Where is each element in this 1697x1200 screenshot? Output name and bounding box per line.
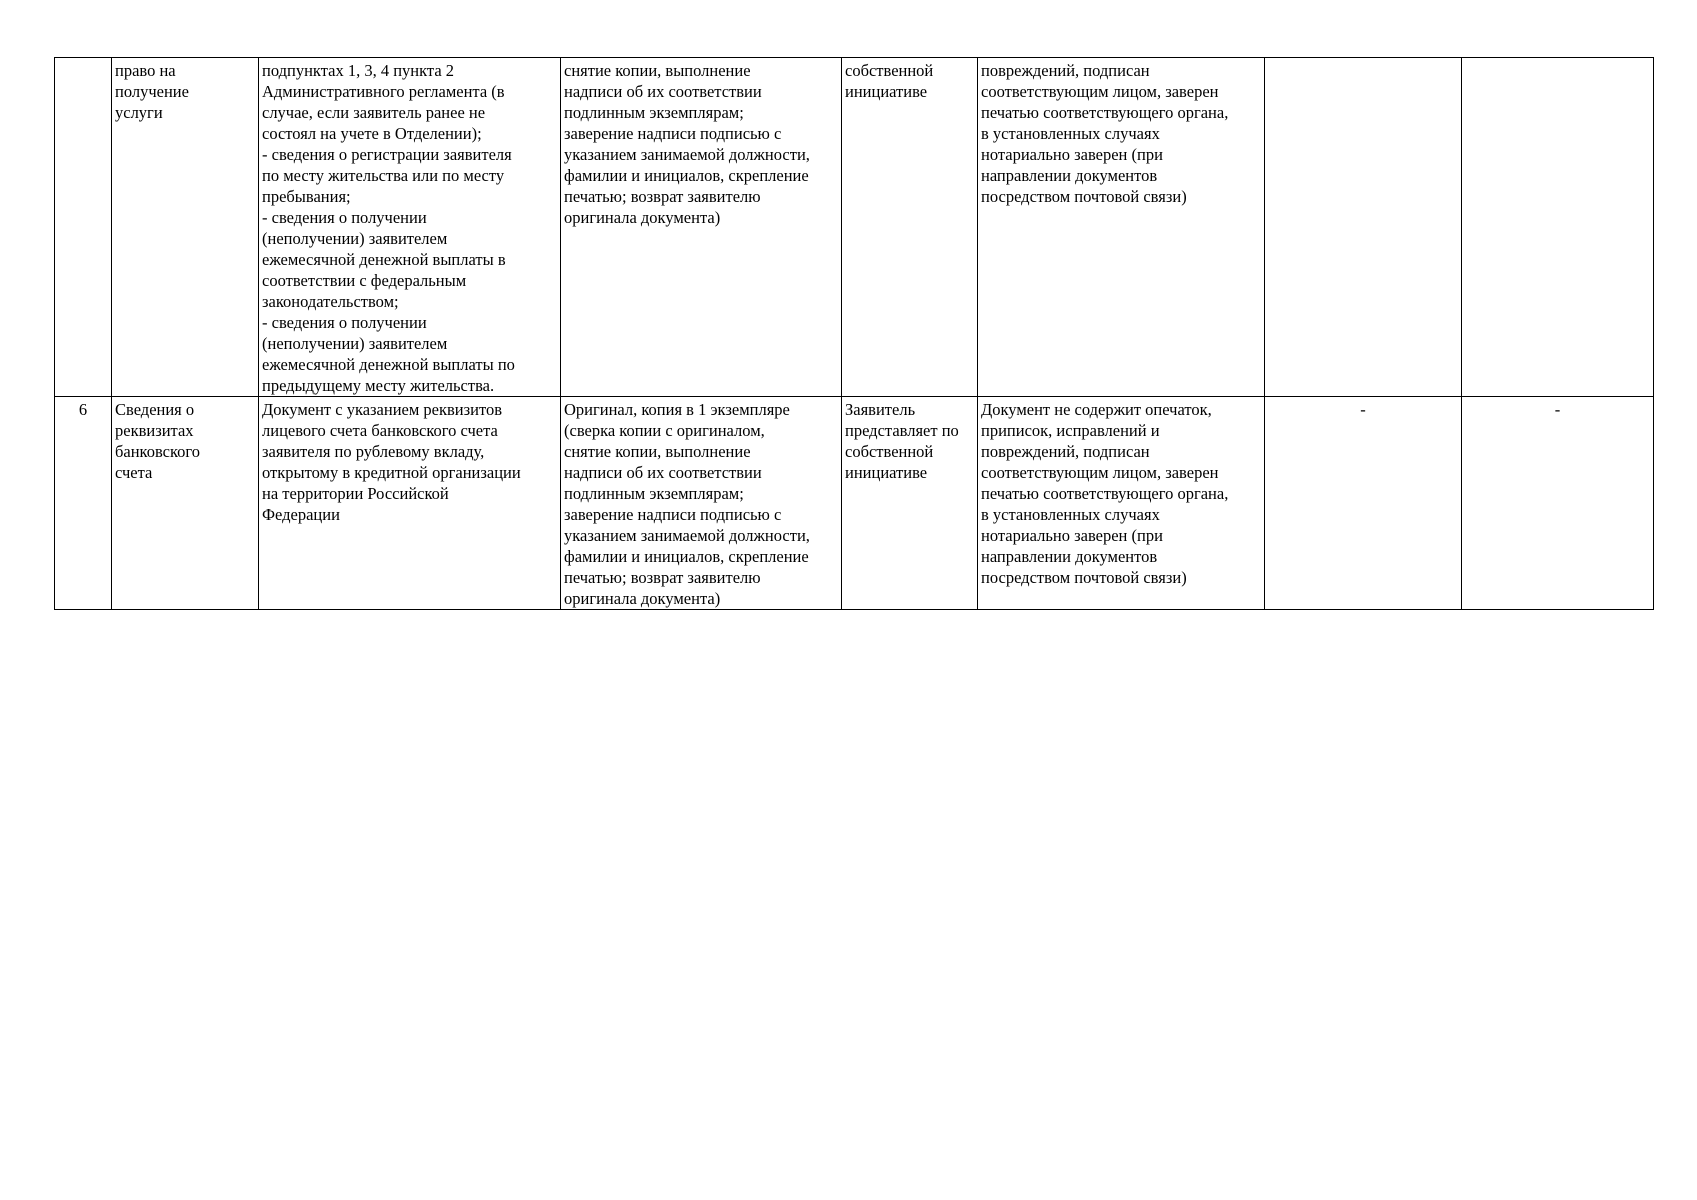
document-requirements: повреждений, подписан соответствующим лицом, заверен печатью соответствующего органа, в установленных случаях нотариально заверен (при направлении документов посредством почтовой связи) <box>978 58 1265 397</box>
document-requirements: Документ не содержит опечаток, приписок, исправлений и повреждений, подписан соответствующим лицом, заверен печатью соответствующего органа, в установленных случаях нотариально заверен (при направлении документов посредством почтовой связи) <box>978 397 1265 610</box>
document-name: Сведения о реквизитах банковского счета <box>112 397 259 610</box>
row-number <box>55 58 112 397</box>
document-description: Документ с указанием реквизитов лицевого счета банковского счета заявителя по рублевому вкладу, открытому в кредитной организации на территории Российской Федерации <box>259 397 561 610</box>
table-row <box>55 397 1654 610</box>
document-description: подпунктах 1, 3, 4 пункта 2 Административного регламента (в случае, если заявитель ранее не состоял на учете в Отделении); - сведения о регистрации заявителя по месту жительства или по месту пребывания; - сведения о получении (неполучении) заявителем ежемесячной денежной выплаты в соответствии с федеральным законодательством; - сведения о получении (неполучении) заявителем ежемесячной денежной выплаты по предыдущему месту жительства. <box>259 58 561 397</box>
table-row <box>55 58 1654 397</box>
document-provider: собственной инициативе <box>842 58 978 397</box>
row-number: 6 <box>55 397 112 610</box>
column-7-cell <box>1265 58 1462 397</box>
column-7-cell: - <box>1265 397 1462 610</box>
document-form: снятие копии, выполнение надписи об их соответствии подлинным экземплярам; заверение надписи подписью с указанием занимаемой должности, фамилии и инициалов, скрепление печатью; возврат заявителю оригинала документа) <box>561 58 842 397</box>
document-name: право на получение услуги <box>112 58 259 397</box>
column-8-cell: - <box>1462 397 1654 610</box>
column-8-cell <box>1462 58 1654 397</box>
document-provider: Заявитель представляет по собственной инициативе <box>842 397 978 610</box>
document-form: Оригинал, копия в 1 экземпляре (сверка копии с оригиналом, снятие копии, выполнение надписи об их соответствии подлинным экземплярам; заверение надписи подписью с указанием занимаемой должности, фамилии и инициалов, скрепление печатью; возврат заявителю оригинала документа) <box>561 397 842 610</box>
document-table <box>54 57 1654 610</box>
